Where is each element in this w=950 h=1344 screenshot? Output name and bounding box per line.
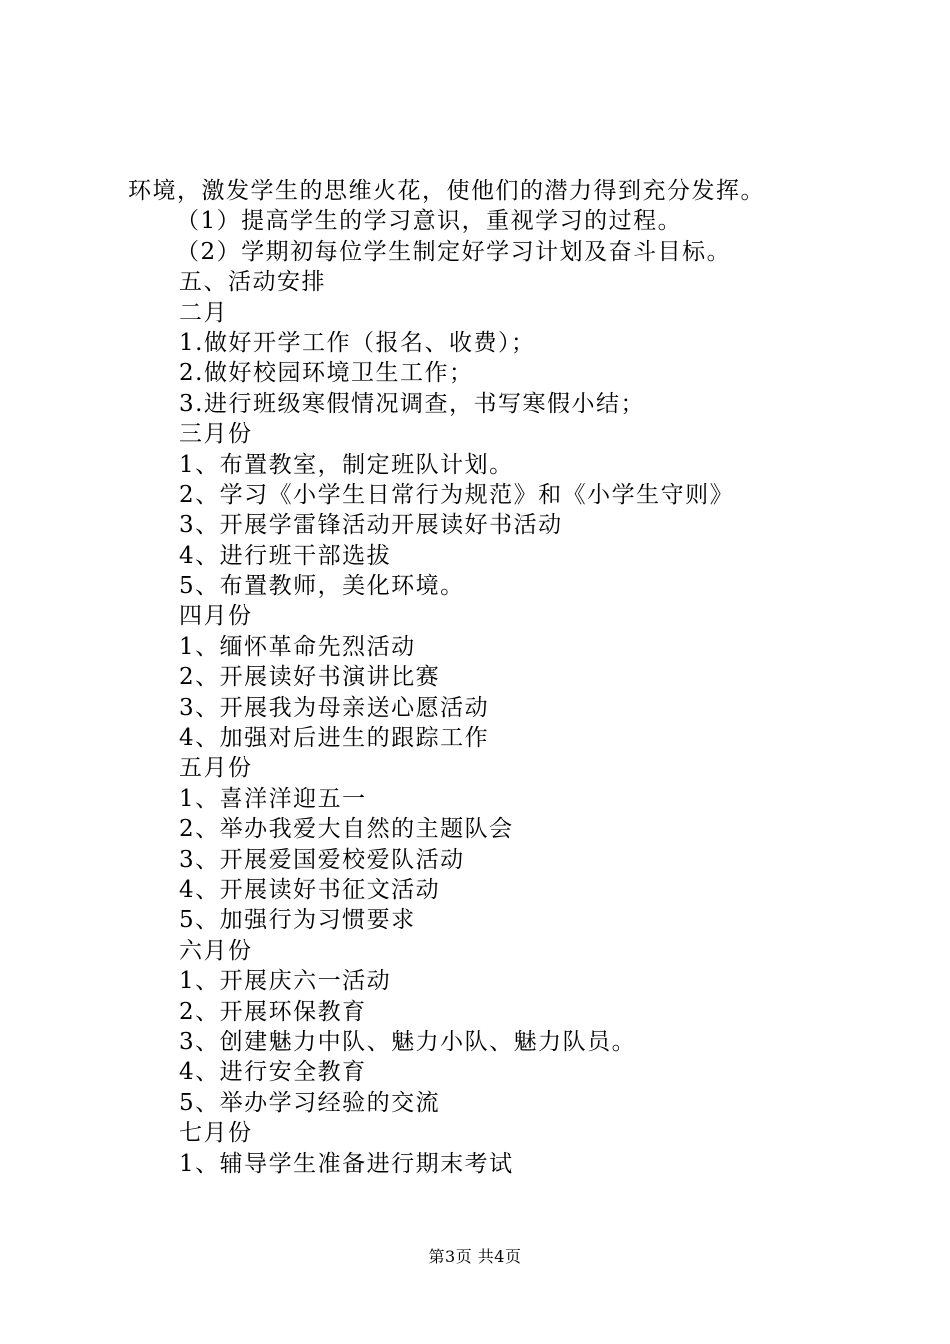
- list-item: 5、举办学习经验的交流: [179, 1089, 441, 1116]
- list-item: 1、喜洋洋迎五一: [179, 785, 367, 812]
- list-item: 2、开展环保教育: [179, 998, 367, 1025]
- month-heading-may: 五月份: [179, 755, 253, 782]
- list-item: 1、缅怀革命先烈活动: [179, 633, 416, 660]
- month-heading-february: 二月: [179, 299, 228, 326]
- list-item: 4、加强对后进生的跟踪工作: [179, 725, 490, 752]
- list-item: 2、开展读好书演讲比赛: [179, 664, 441, 691]
- paragraph-continuation: 环境，激发学生的思维火花，使他们的潜力得到充分发挥。: [128, 178, 765, 204]
- month-heading-april: 四月份: [179, 603, 253, 630]
- month-heading-july: 七月份: [179, 1120, 253, 1147]
- list-item: 1、布置教室，制定班队计划。: [179, 451, 514, 478]
- document-body: [0, 176, 950, 1179]
- list-item: 4、进行安全教育: [179, 1059, 367, 1086]
- list-item: 5、加强行为习惯要求: [179, 907, 416, 934]
- list-item: 2、学习《小学生日常行为规范》和《小学生守则》: [179, 481, 735, 508]
- goal-item-2: （2）学期初每位学生制定好学习计划及奋斗目标。: [176, 238, 732, 265]
- list-item: 2.做好校园环境卫生工作；: [179, 360, 474, 387]
- page-number-footer: 第3页 共4页: [428, 1247, 522, 1266]
- goal-item-1: （1）提高学生的学习意识，重视学习的过程。: [176, 208, 683, 235]
- list-item: 1、辅导学生准备进行期末考试: [179, 1150, 514, 1177]
- list-item: 1.做好开学工作（报名、收费）；: [179, 329, 536, 356]
- month-heading-march: 三月份: [179, 421, 253, 448]
- section-heading-activities: 五、活动安排: [179, 269, 326, 296]
- list-item: 1、开展庆六一活动: [179, 968, 392, 995]
- list-item: 5、布置教师，美化环境。: [179, 573, 465, 600]
- list-item: 2、举办我爱大自然的主题队会: [179, 816, 514, 843]
- list-item: 3、开展学雷锋活动开展读好书活动: [179, 512, 563, 539]
- list-item: 3.进行班级寒假情况调查，书写寒假小结；: [179, 390, 645, 417]
- list-item: 3、开展爱国爱校爱队活动: [179, 846, 465, 873]
- month-heading-june: 六月份: [179, 937, 253, 964]
- list-item: 4、进行班干部选拔: [179, 542, 392, 569]
- list-item: 3、开展我为母亲送心愿活动: [179, 694, 490, 721]
- list-item: 3、创建魅力中队、魅力小队、魅力队员。: [179, 1028, 637, 1055]
- list-item: 4、开展读好书征文活动: [179, 876, 441, 903]
